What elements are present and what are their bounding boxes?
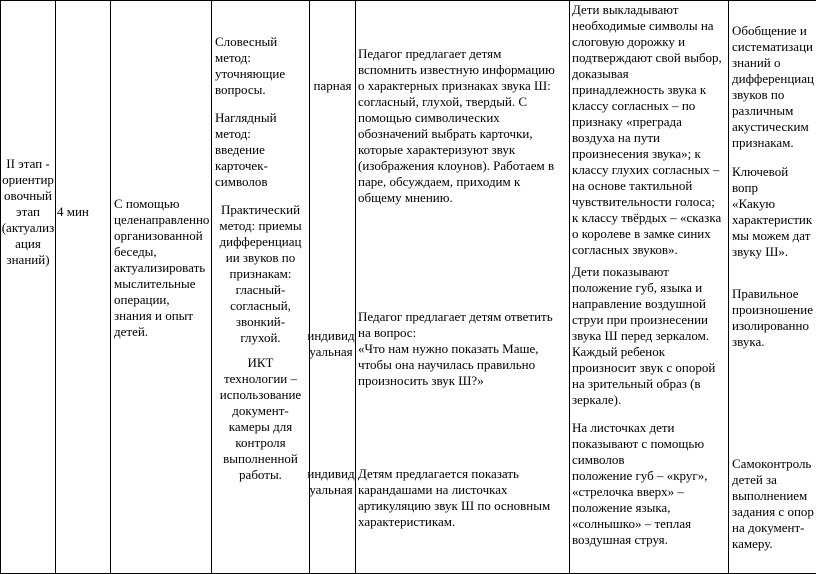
table-border-top — [0, 0, 816, 1]
result-cell — [732, 23, 816, 151]
time-cell — [57, 204, 109, 220]
table-column-divider — [55, 0, 56, 574]
teacher-activity-cell — [358, 466, 569, 530]
methods-visual-cell — [215, 110, 309, 190]
form-individual-text: индивид уальная — [307, 466, 355, 497]
teacher-activity-text: Педагог предлагает детям ответить на вопрос: «Что нам нужно показать Маше, чтобы она научилась правильно произносить звук Ш?» — [358, 309, 553, 388]
children-activity-text: На листочках дети показывают с помощью символов положение губ – «круг», «стрелочка вверх» – положение языка, «солнышко» – теплая воздушная струя. — [572, 420, 708, 547]
children-activity-text: Дети показывают положение губ, языка и направление воздушной струи при произнесении звука Ш перед зеркалом. Каждый ребенок произносит звук с опорой на зрительный образ (в зеркале). — [572, 264, 716, 407]
result-text: Обобщение и систематизаци знаний о дифференциац звуков по различным акустическим признакам. — [732, 23, 814, 150]
form-individual-cell — [306, 466, 356, 498]
teacher-activity-cell — [358, 46, 569, 206]
methods-verbal-text: Словесный метод: уточняющие вопросы. — [215, 34, 286, 97]
stage-text: II этап - ориентир овочный этап (актуализ ация знаний) — [1, 156, 55, 267]
methods-practical-cell — [212, 202, 309, 346]
result-cell — [732, 286, 816, 350]
table-column-divider — [569, 0, 570, 574]
methods-verbal-cell — [215, 34, 309, 98]
goal-text: С помощью целенаправленно организованной беседы, актуализировать мыслительные операции, знания и опыт детей. — [114, 196, 210, 339]
teacher-activity-text: Педагог предлагает детям вспомнить известную информацию о характерных признаках звука Ш: согласный, глухой, твердый. С помощью символических обозначений выбрать карточки, которые характеризуют звук (изображения клоунов). Работаем в паре, обсуждаем, приходим к общему мнению. — [358, 46, 555, 205]
children-activity-cell — [572, 2, 729, 258]
time-text: 4 мин — [57, 204, 89, 219]
children-activity-cell — [572, 264, 729, 408]
children-activity-text: Дети выкладывают необходимые символы на слоговую дорожку и подтверждают свой выбор, доказывая принадлежность звука к классу согласных – по признаку «преграда воздуха на пути произнесения звука»; к классу глухих согласных – на основе тактильной чувствительности голоса; к классу твёрдых – «сказка о королеве в замке синих согласных звуков». — [572, 2, 722, 257]
children-activity-cell — [572, 420, 729, 548]
result-text: Правильное произношение изолированно звука. — [732, 286, 813, 349]
methods-ict-text: ИКТ технологии – использование документ- камеры для контроля выполненной работы. — [219, 355, 302, 482]
methods-visual-text: Наглядный метод: введение карточек- символов — [215, 110, 277, 189]
teacher-activity-cell — [358, 309, 569, 389]
methods-ict-cell — [212, 355, 309, 483]
form-pair-text: парная — [313, 78, 352, 93]
stage-cell — [1, 156, 55, 268]
table-border-left — [0, 0, 1, 574]
result-cell — [732, 164, 816, 260]
teacher-activity-text: Детям предлагается показать карандашами на листочках артикуляцию звук Ш по основным характеристикам. — [358, 466, 551, 529]
result-cell — [732, 456, 816, 552]
form-individual-text: индивид уальная — [307, 328, 355, 359]
methods-practical-text: Практический метод: приемы дифференциац ии звуков по признакам: гласный- согласный, звонкий- глухой. — [219, 202, 302, 345]
form-individual-cell — [306, 328, 356, 360]
table-column-divider — [110, 0, 111, 574]
result-text: Ключевой вопр «Какую характеристик мы можем дат звуку Ш». — [732, 164, 813, 259]
goal-cell — [114, 196, 211, 340]
form-pair-cell — [310, 78, 355, 94]
result-text: Самоконтроль детей за выполнением задания с опор на документ- камеру. — [732, 456, 814, 551]
